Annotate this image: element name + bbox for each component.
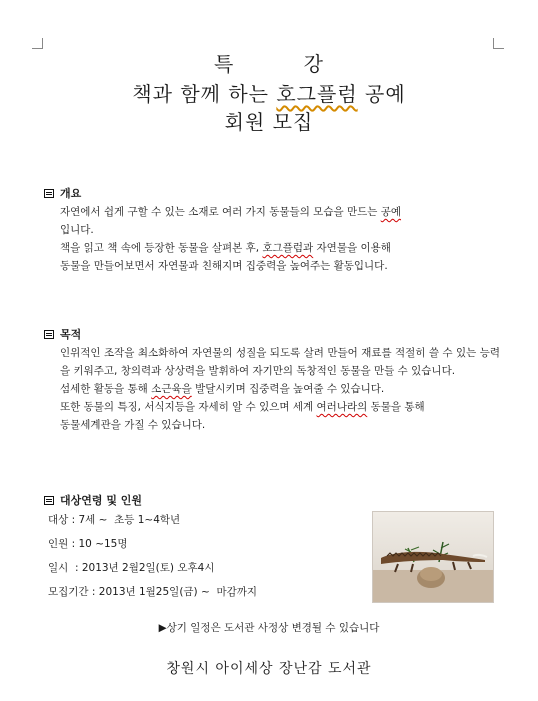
- purpose-fine-motor-word: 소근육을: [151, 383, 192, 395]
- section-heading-overview-label: 개요: [60, 187, 82, 200]
- title-line-2-suffix: 공예: [357, 82, 406, 106]
- overview-line-3-pre: 책을 읽고 책 속에 등장한 동물을 살펴본 후,: [60, 242, 263, 254]
- title-word-lecture: 강: [303, 52, 324, 76]
- target-date-row: 일시 : 2013년 2월2일(토) 오후4시: [48, 562, 215, 574]
- crocodile-craft-image: [373, 512, 493, 602]
- crocodile-craft-photo: [372, 511, 494, 603]
- overview-line-1: [60, 203, 500, 221]
- section-heading-purpose: [44, 326, 81, 342]
- title-hogplum: 호그플럼: [276, 82, 358, 106]
- overview-text: [60, 203, 500, 275]
- section-heading-target: [44, 492, 142, 508]
- purpose-countries-word: 여러나라의: [316, 401, 368, 413]
- library-name-footer: 창원시 아이세상 장난감 도서관: [166, 661, 372, 677]
- overview-line-3-post: 자연물을 이용해: [313, 242, 391, 254]
- section-heading-overview: [44, 185, 81, 201]
- title-line-1: [0, 48, 538, 77]
- overview-line-1-text: 자연에서 쉽게 구할 수 있는 소재로 여러 가지 동물들의 모습을 만드는: [60, 206, 381, 218]
- purpose-text: [60, 344, 500, 434]
- purpose-para-4: 동물세계관을 가질 수 있습니다.: [60, 419, 206, 431]
- section-heading-purpose-label: 목적: [60, 328, 82, 341]
- title-line-2: [0, 78, 538, 107]
- overview-line-3: [60, 239, 500, 257]
- section-heading-target-label: 대상연령 및 인원: [60, 494, 143, 507]
- title-word-special: 특: [213, 52, 235, 76]
- purpose-para-1: 인위적인 조작을 최소화하여 자연물의 성질을 되도록 살려 만들어 재료를 적절히 쓸 수 있는 능력을 키워주고, 창의력과 상상력을 발휘하여 자기만의 독창적인 동물을 만들 수 있습니다.: [60, 347, 500, 377]
- target-info-list: [48, 508, 257, 604]
- list-box-icon: [44, 330, 54, 339]
- target-age-row: 대상 : 7세 ~ 초등 1~4학년: [48, 514, 181, 526]
- purpose-para-2-pre: 섬세한 활동을 통해: [60, 383, 152, 395]
- overview-hogplum-word: 호그플럼과: [262, 242, 314, 254]
- title-line-3: 회원 모집: [224, 110, 314, 134]
- target-capacity-row: 인원 : 10 ~15명: [48, 538, 128, 550]
- overview-line-2: 입니다.: [60, 224, 94, 236]
- purpose-para-3: [60, 398, 500, 416]
- overview-line-4: 동물을 만들어보면서 자연물과 친해지며 집중력을 높여주는 활동입니다.: [60, 260, 388, 272]
- purpose-para-2: [60, 380, 500, 398]
- list-box-icon: [44, 189, 54, 198]
- purpose-para-2-post: 발달시키며 집중력을 높여줄 수 있습니다.: [191, 383, 385, 395]
- overview-craft-word: 공예: [380, 206, 402, 218]
- target-recruit-period-row: 모집기간 : 2013년 1월25일(금) ~ 마감까지: [48, 586, 258, 598]
- list-box-icon: [44, 496, 54, 505]
- schedule-notice: ▶상기 일정은 도서관 사정상 변경될 수 있습니다: [158, 622, 380, 634]
- purpose-para-3-post: 동물을 통해: [367, 401, 425, 413]
- title-line-2-prefix: 책과 함께 하는: [132, 82, 277, 106]
- purpose-para-3-pre: 또한 동물의 특징, 서식지등을 자세히 알 수 있으며 세계: [60, 401, 317, 413]
